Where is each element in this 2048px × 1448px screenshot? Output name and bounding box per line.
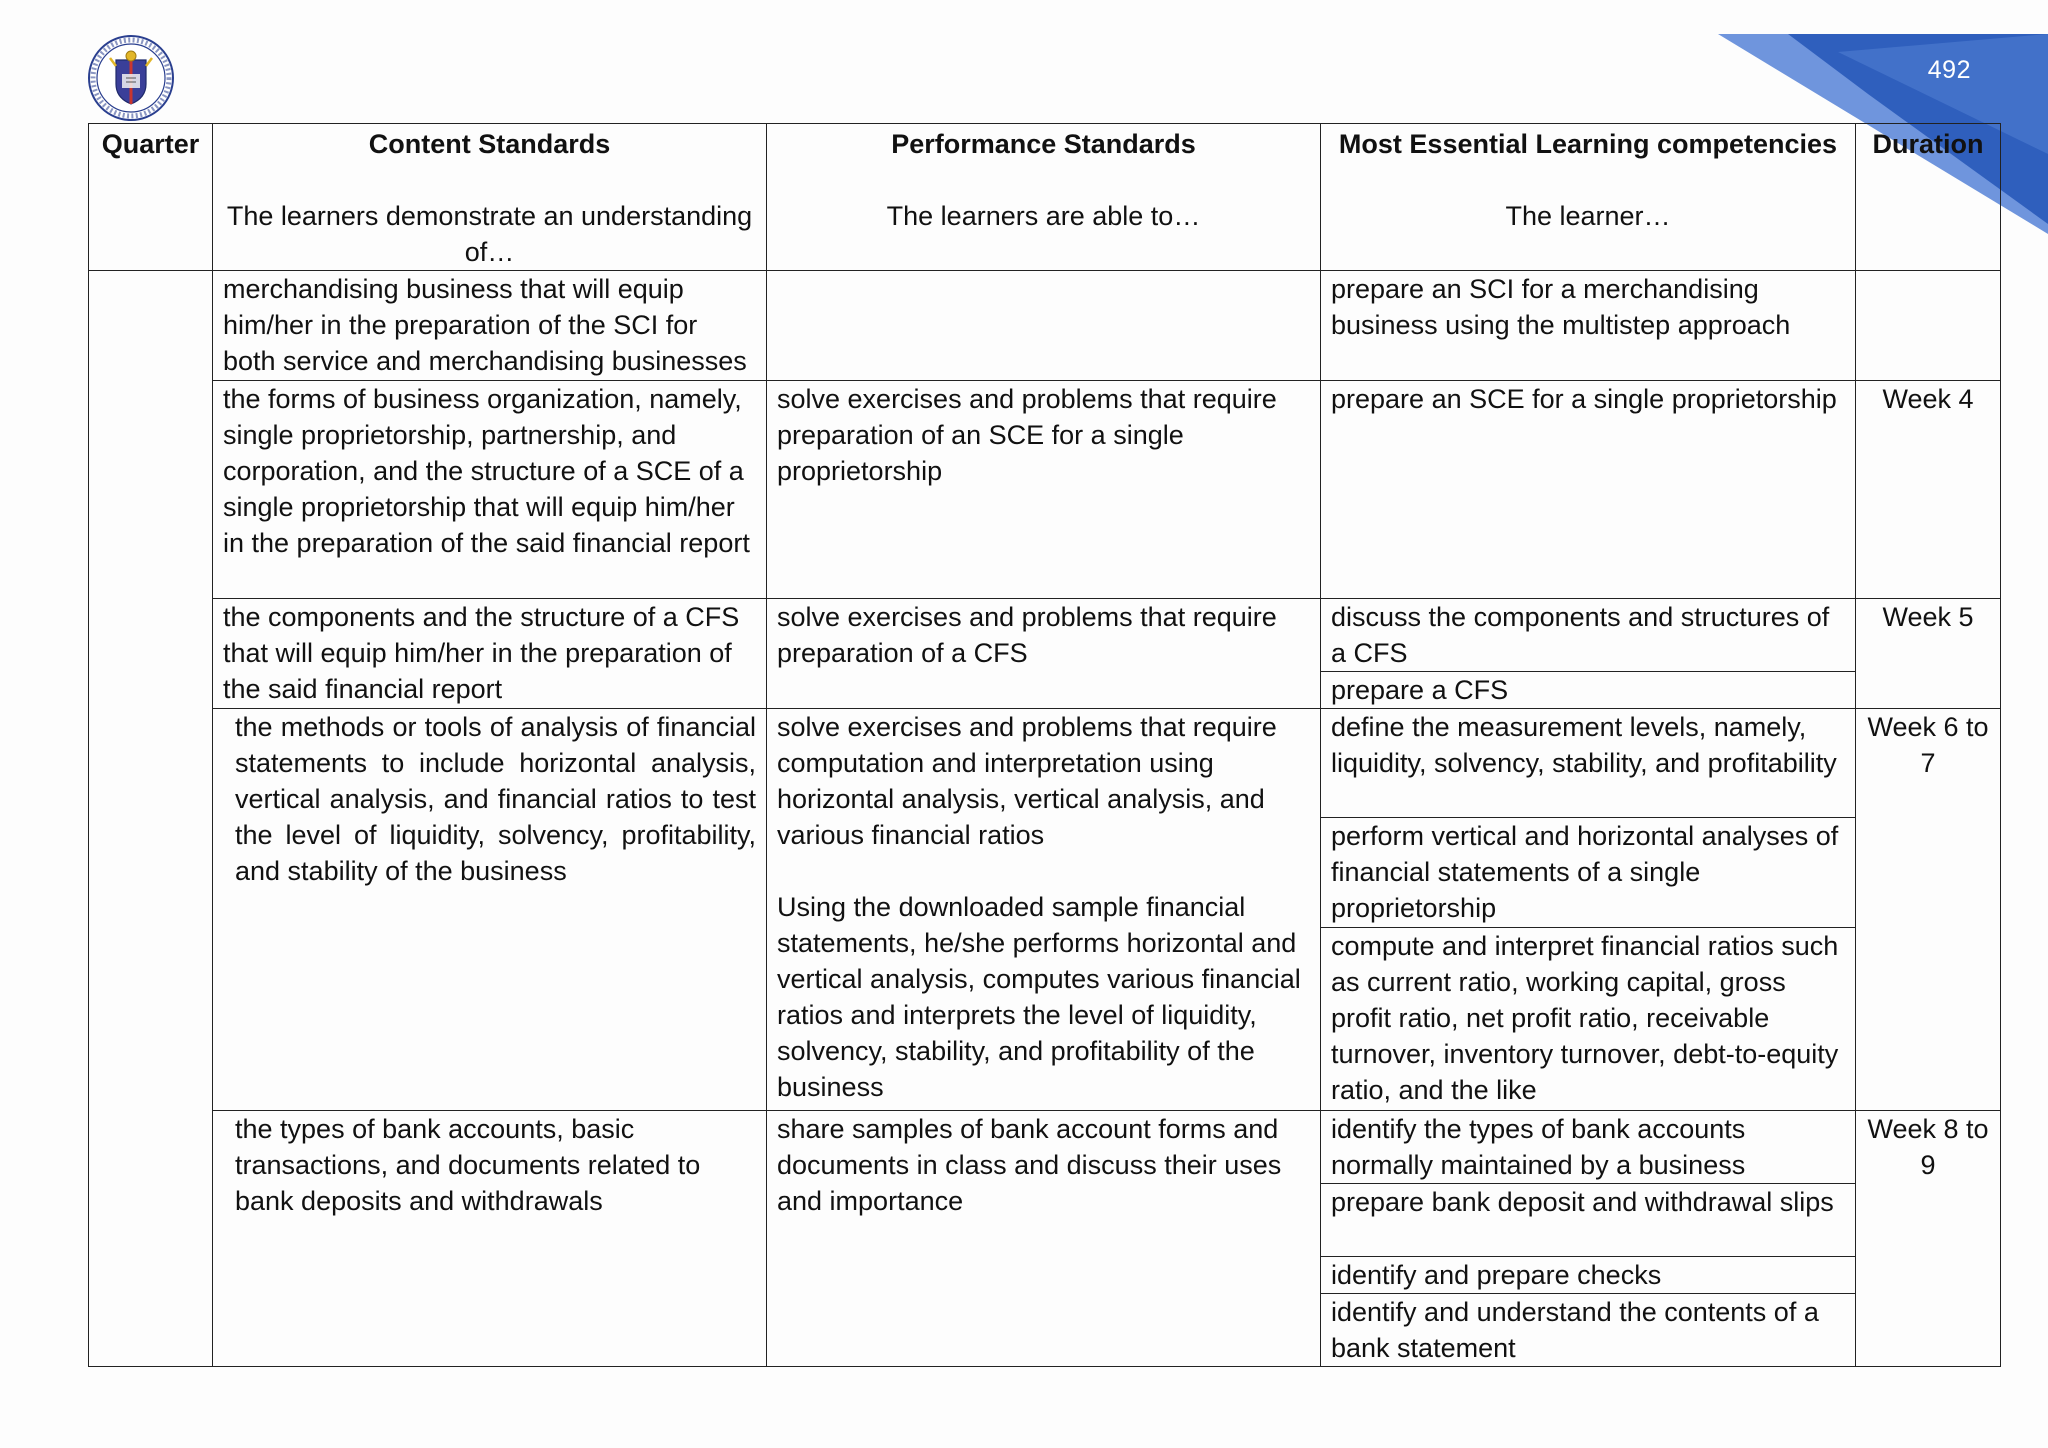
header-quarter: Quarter [89, 124, 213, 271]
melc-cell: define the measurement levels, namely, liquidity, solvency, stability, and profitability [1321, 709, 1856, 818]
performance-cell [767, 271, 1321, 381]
melc-cell: perform vertical and horizontal analyses of financial statements of a single proprietorship [1321, 818, 1856, 928]
header-duration: Duration [1856, 124, 2001, 271]
header-performance-standards: Performance Standards The learners are able to… [767, 124, 1321, 271]
page-number: 492 [1927, 56, 1971, 84]
quarter-cell [89, 271, 213, 1367]
melc-cell: identify and prepare checks [1321, 1257, 1856, 1294]
duration-cell: Week 6 to 7 [1856, 709, 2001, 1111]
duration-cell: Week 4 [1856, 381, 2001, 599]
header-row [89, 124, 2001, 271]
melc-cell: discuss the components and structures of a CFS [1321, 599, 1856, 672]
performance-text: solve exercises and problems that require computation and interpretation using horizontal analysis, vertical analysis, and various financial ratios [777, 712, 1277, 850]
performance-text: Using the downloaded sample financial statements, he/she performs horizontal and vertical analysis, computes various financial ratios and interprets the level of liquidity, solvency, stability, and profitability of the business [777, 892, 1301, 1102]
table-row [89, 1111, 2001, 1184]
melc-cell: identify and understand the contents of a bank statement [1321, 1294, 1856, 1367]
duration-cell [1856, 271, 2001, 381]
melc-cell: prepare an SCI for a merchandising business using the multistep approach [1321, 271, 1856, 381]
header-content-standards: Content Standards The learners demonstrate an understanding of… [213, 124, 767, 271]
table-row [89, 599, 2001, 672]
deped-seal-icon [86, 34, 176, 122]
melc-cell: compute and interpret financial ratios such as current ratio, working capital, gross profit ratio, net profit ratio, receivable turnover, inventory turnover, debt-to-equity ratio, and the like [1321, 928, 1856, 1111]
duration-cell: Week 5 [1856, 599, 2001, 709]
performance-cell: solve exercises and problems that require preparation of a CFS [767, 599, 1321, 709]
content-cell: the methods or tools of analysis of financial statements to include horizontal analysis, vertical analysis, and financial ratios to test the level of liquidity, solvency, profitability, and stability of the business [213, 709, 767, 1111]
curriculum-table [88, 123, 2001, 1367]
table-row [89, 709, 2001, 818]
performance-cell [767, 709, 1321, 1111]
melc-cell: prepare an SCE for a single proprietorship [1321, 381, 1856, 599]
content-cell: the types of bank accounts, basic transactions, and documents related to bank deposits and withdrawals [213, 1111, 767, 1367]
duration-cell: Week 8 to 9 [1856, 1111, 2001, 1367]
content-cell: merchandising business that will equip him/her in the preparation of the SCI for both service and merchandising businesses [213, 271, 767, 381]
header-melc: Most Essential Learning competencies The learner… [1321, 124, 1856, 271]
melc-cell: prepare a CFS [1321, 672, 1856, 709]
table-row [89, 271, 2001, 381]
performance-cell: share samples of bank account forms and documents in class and discuss their uses and importance [767, 1111, 1321, 1367]
melc-cell: identify the types of bank accounts normally maintained by a business [1321, 1111, 1856, 1184]
content-cell: the forms of business organization, namely, single proprietorship, partnership, and corporation, and the structure of a SCE of a single proprietorship that will equip him/her in the preparation of the said financial report [213, 381, 767, 599]
melc-cell: prepare bank deposit and withdrawal slips [1321, 1184, 1856, 1257]
content-cell: the components and the structure of a CFS that will equip him/her in the preparation of the said financial report [213, 599, 767, 709]
performance-cell: solve exercises and problems that require preparation of an SCE for a single proprietorship [767, 381, 1321, 599]
table-row [89, 381, 2001, 599]
